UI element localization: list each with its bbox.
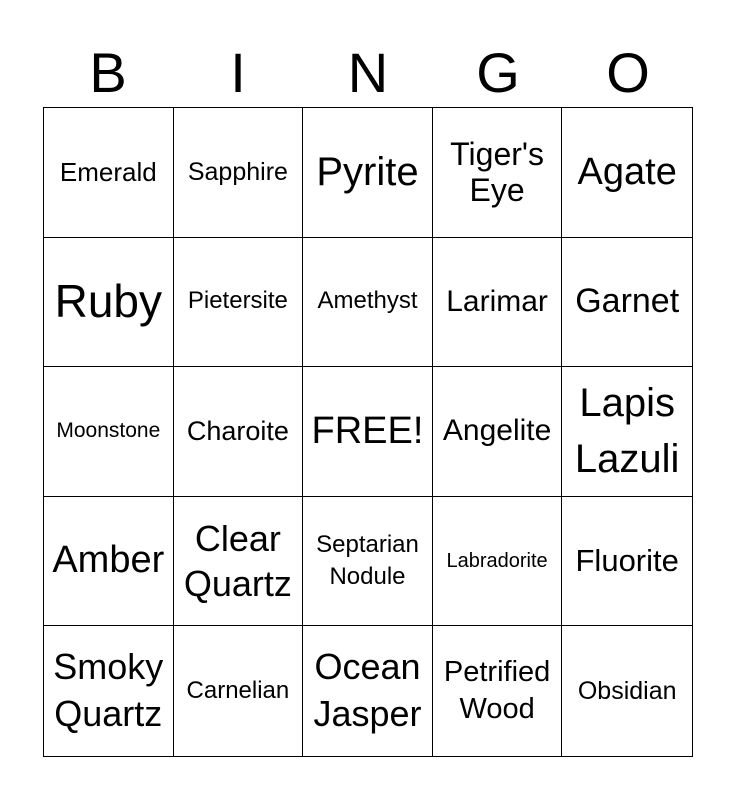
header-letter-n: N xyxy=(347,41,389,104)
cell-label: Charoite xyxy=(186,416,289,447)
cell-label: Pietersite xyxy=(187,287,288,315)
cell-label: Amethyst xyxy=(317,287,418,315)
bingo-cell[interactable] xyxy=(174,367,304,497)
bingo-cell[interactable] xyxy=(433,497,563,627)
bingo-cell[interactable] xyxy=(303,238,433,368)
cell-label: Carnelian xyxy=(186,676,290,704)
bingo-cell[interactable] xyxy=(174,108,304,238)
cell-label: Smoky Quartz xyxy=(53,646,164,735)
header-letter-g: G xyxy=(476,41,520,104)
cell-label: Obsidian xyxy=(577,677,677,706)
cell-label: Larimar xyxy=(446,284,548,318)
bingo-cell[interactable] xyxy=(303,497,433,627)
bingo-cell[interactable] xyxy=(44,367,174,497)
bingo-cell[interactable] xyxy=(174,626,304,756)
cell-label: Fluorite xyxy=(575,543,679,579)
bingo-cell[interactable] xyxy=(433,626,563,756)
bingo-cell[interactable] xyxy=(303,626,433,756)
cell-label: Ocean Jasper xyxy=(313,646,422,735)
bingo-cell[interactable] xyxy=(174,238,304,368)
bingo-cell[interactable] xyxy=(433,367,563,497)
cell-label: Clear Quartz xyxy=(183,518,292,605)
cell-label: Labradorite xyxy=(446,549,548,572)
cell-label: Tiger's Eye xyxy=(450,135,544,209)
bingo-cell[interactable] xyxy=(433,238,563,368)
cell-label: Agate xyxy=(577,150,677,193)
cell-label: Ruby xyxy=(54,275,162,328)
bingo-cell[interactable] xyxy=(433,108,563,238)
bingo-cell[interactable] xyxy=(303,108,433,238)
cell-label: FREE! xyxy=(311,409,424,452)
bingo-grid xyxy=(43,107,693,757)
bingo-cell[interactable] xyxy=(303,367,433,497)
cell-label: Pyrite xyxy=(316,150,419,195)
header-letter-o: O xyxy=(606,41,650,104)
bingo-cell[interactable] xyxy=(562,626,692,756)
bingo-cell[interactable] xyxy=(562,108,692,238)
bingo-cell[interactable] xyxy=(44,108,174,238)
cell-label: Angelite xyxy=(442,414,552,448)
bingo-cell[interactable] xyxy=(44,238,174,368)
bingo-cell[interactable] xyxy=(44,497,174,627)
bingo-cell[interactable] xyxy=(44,626,174,756)
bingo-cell[interactable] xyxy=(562,238,692,368)
cell-label: Petrified Wood xyxy=(443,655,551,726)
bingo-cell[interactable] xyxy=(174,497,304,627)
cell-label: Emerald xyxy=(59,156,157,187)
cell-label: Amber xyxy=(52,539,165,582)
header-letter-i: I xyxy=(230,41,246,104)
cell-label: Septarian Nodule xyxy=(316,530,419,591)
cell-label: Garnet xyxy=(575,282,680,321)
bingo-cell[interactable] xyxy=(562,497,692,627)
cell-label: Lapis Lazuli xyxy=(574,381,680,482)
cell-label: Moonstone xyxy=(56,419,161,443)
cell-label: Sapphire xyxy=(187,158,288,187)
header-letter-b: B xyxy=(89,41,127,104)
bingo-header xyxy=(43,38,693,108)
bingo-cell[interactable] xyxy=(562,367,692,497)
